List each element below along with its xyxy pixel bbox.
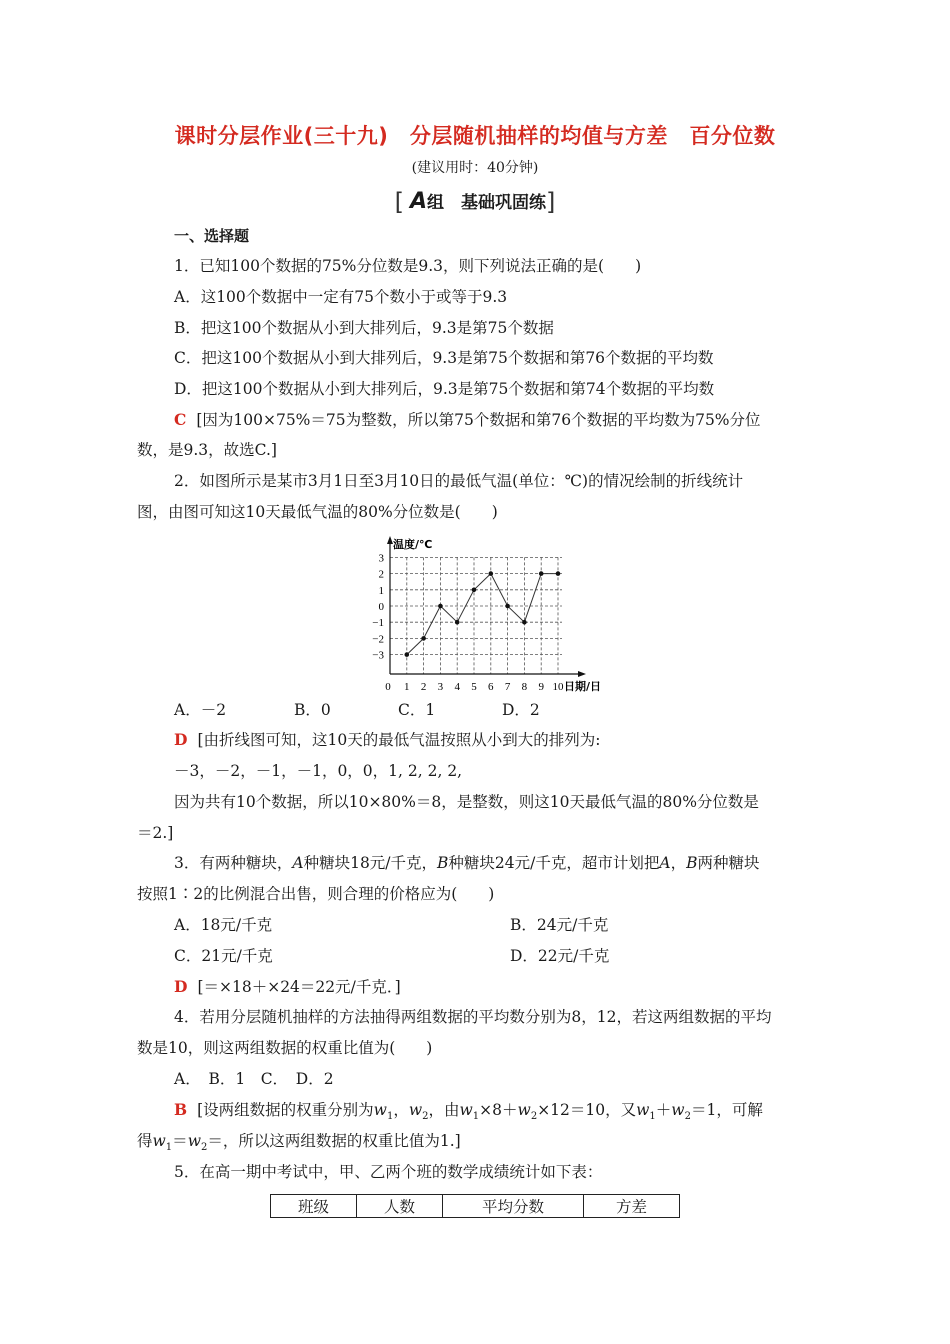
q1-option-b: B．把这100个数据从小到大排列后，9.3是第75个数据 xyxy=(174,319,554,337)
y-tick-label: 1 xyxy=(378,584,384,597)
q4-expl-line2 xyxy=(137,1131,817,1158)
table-header-cell: 人数 xyxy=(357,1195,443,1218)
q1-expl-line2: 数，是9.3，故选C.] xyxy=(137,441,277,459)
data-point xyxy=(539,571,544,576)
data-point xyxy=(505,604,510,609)
q5-stem: 5．在高一期中考试中，甲、乙两个班的数学成绩统计如下表： xyxy=(174,1163,603,1181)
group-heading xyxy=(0,188,950,216)
q4-w: w xyxy=(373,1101,387,1119)
q3-option-b: B．24元/千克 xyxy=(510,916,609,934)
q2-stem-line1: 2．如图所示是某市3月1日至3月10日的最低气温(单位：℃)的情况绘制的折线统计 xyxy=(174,472,744,490)
q3-stem-line1 xyxy=(174,853,854,873)
q3-expl: [＝×18＋×24＝22元/千克．] xyxy=(197,978,401,996)
data-point xyxy=(421,636,426,641)
y-tick-label: −3 xyxy=(372,649,384,662)
table-header-cell: 平均分数 xyxy=(443,1195,584,1218)
y-axis-label: 温度/℃ xyxy=(393,538,433,551)
x-tick-label: 8 xyxy=(521,681,528,693)
q3-text-a: 3．有两种糖块， xyxy=(174,854,293,872)
q3-var-b2: B xyxy=(686,854,698,872)
q4-expl-f: 得 xyxy=(137,1132,153,1150)
q4-w: w xyxy=(152,1132,166,1150)
q3-text-d: 两种糖块 xyxy=(697,854,760,872)
q4-answer: B xyxy=(174,1100,188,1119)
x-tick-label: 4 xyxy=(454,681,460,693)
section-heading: 一、选择题 xyxy=(174,227,250,245)
q4-comma: ， xyxy=(393,1101,409,1119)
q2-options xyxy=(174,700,854,720)
q2-option-b: B．0 xyxy=(294,701,331,719)
q4-w: w xyxy=(636,1101,650,1119)
temperature-line-chart xyxy=(366,536,616,694)
q4-sub2: 2 xyxy=(530,1111,538,1123)
data-point xyxy=(489,571,494,576)
q4-sub1: 1 xyxy=(386,1111,394,1123)
q4-expl-g: ＝，所以这两组数据的权重比值为1.] xyxy=(207,1132,461,1150)
q1-option-a: A．这100个数据中一定有75个数小于或等于9.3 xyxy=(174,288,508,306)
q4-sub2: 2 xyxy=(200,1142,208,1154)
q1-answer: C xyxy=(174,410,187,429)
data-point xyxy=(522,620,527,625)
table-header-cell: 班级 xyxy=(271,1195,357,1218)
q4-expl-e: ＝1，可解 xyxy=(690,1101,763,1119)
q4-sub1: 1 xyxy=(649,1111,656,1123)
right-bracket-icon: ] xyxy=(546,188,556,216)
x-axis-arrow-icon xyxy=(578,671,586,677)
q3-option-d: D．22元/千克 xyxy=(510,947,610,965)
q3-var-a: A xyxy=(292,854,304,872)
q4-w: w xyxy=(671,1101,685,1119)
q4-stem-line1: 4．若用分层随机抽样的方法抽得两组数据的平均数分别为8，12，若这两组数据的平均 xyxy=(174,1008,772,1026)
x-tick-label: 1 xyxy=(404,681,410,693)
q4-sub1: 1 xyxy=(165,1142,173,1154)
q3-options-row1 xyxy=(174,915,854,935)
q1-stem: 1．已知100个数据的75%分位数是9.3，则下列说法正确的是( ) xyxy=(174,257,642,275)
x-tick-label: 3 xyxy=(437,681,444,693)
suggested-time: (建议用时：40分钟) xyxy=(411,160,539,176)
data-point xyxy=(556,571,561,576)
q4-w: w xyxy=(408,1101,423,1119)
y-tick-label: −2 xyxy=(372,633,384,646)
q2-option-c: C．1 xyxy=(398,701,436,719)
group-letter: A xyxy=(409,189,428,214)
x-tick-label: 10 xyxy=(552,681,564,693)
q4-stem-line2: 数是10，则这两组数据的权重比值为( ) xyxy=(137,1039,433,1057)
q4-w: w xyxy=(187,1132,201,1150)
q3-explanation xyxy=(174,977,854,997)
table-header-row xyxy=(271,1195,680,1218)
data-point xyxy=(405,652,410,657)
y-tick-label: 2 xyxy=(378,568,384,581)
q4-eq: ＝ xyxy=(172,1132,188,1150)
q2-answer: D xyxy=(174,730,188,749)
q4-expl-a: [设两组数据的权重分别为 xyxy=(197,1101,374,1119)
data-point xyxy=(455,620,460,625)
q3-answer: D xyxy=(174,977,188,996)
q2-expl-line2: －3，－2，－1，－1，0，0，1, 2, 2, 2, xyxy=(174,762,463,780)
page-title: 课时分层作业(三十九) 分层随机抽样的均值与方差 百分位数 xyxy=(174,124,776,148)
score-table xyxy=(270,1194,680,1218)
q4-expl-b: ，由 xyxy=(428,1101,460,1119)
q3-text-b: 种糖块18元/千克， xyxy=(303,854,438,872)
q3-option-c: C．21元/千克 xyxy=(174,947,273,965)
data-point xyxy=(472,588,477,593)
q4-w: w xyxy=(459,1101,473,1119)
q2-option-a: A．－2 xyxy=(174,701,227,719)
q3-option-a: A．18元/千克 xyxy=(174,916,273,934)
q3-options-row2 xyxy=(174,946,854,966)
temperature-series-line xyxy=(407,574,558,655)
x-tick-label: 6 xyxy=(488,681,494,693)
x-axis-label: 日期/日 xyxy=(564,680,602,693)
q1-option-c: C．把这100个数据从小到大排列后，9.3是第75个数据和第76个数据的平均数 xyxy=(174,349,714,367)
x-tick-label: 0 xyxy=(385,681,391,693)
x-tick-label: 5 xyxy=(471,681,477,693)
x-tick-label: 9 xyxy=(538,681,544,693)
q2-explanation xyxy=(174,730,854,750)
q2-expl-line4: ＝2.] xyxy=(137,824,174,842)
y-tick-label: 3 xyxy=(378,552,384,565)
q2-expl-line1: [由折线图可知，这10天的最低气温按照从小到大的排列为: xyxy=(197,731,601,749)
q4-plus: ＋ xyxy=(655,1101,672,1119)
q4-w: w xyxy=(517,1101,531,1119)
q3-var-b: B xyxy=(437,854,449,872)
q4-expl-c: ×8＋ xyxy=(479,1101,518,1119)
q4-sub2: 2 xyxy=(684,1111,691,1123)
x-tick-label: 2 xyxy=(420,681,427,693)
group-label: 组 基础巩固练 xyxy=(427,193,547,213)
q3-stem-line2: 按照1∶2的比例混合出售，则合理的价格应为( ) xyxy=(137,885,495,903)
q4-explanation xyxy=(174,1100,854,1127)
q2-option-d: D．2 xyxy=(502,701,540,719)
q4-sub2: 2 xyxy=(422,1111,429,1123)
q3-text-c: 种糖块24元/千克，超市计划把 xyxy=(448,854,660,872)
q4-options: A． B．1 C． D．2 xyxy=(174,1070,334,1088)
q1-option-d: D．把这100个数据从小到大排列后，9.3是第75个数据和第74个数据的平均数 xyxy=(174,380,715,398)
left-bracket-icon: [ xyxy=(394,188,404,216)
y-tick-label: −1 xyxy=(372,617,384,630)
table-header-cell: 方差 xyxy=(584,1195,680,1218)
q3-var-a2: A xyxy=(659,854,671,872)
q1-expl-line1: [因为100×75%＝75为整数，所以第75个数据和第76个数据的平均数为75%分位 xyxy=(196,411,761,429)
q4-sub1: 1 xyxy=(472,1111,480,1123)
q2-expl-line3: 因为共有10个数据，所以10×80%＝8，是整数，则这10天最低气温的80%分位数是 xyxy=(174,793,759,811)
q4-expl-d: ×12＝10，又 xyxy=(537,1101,637,1119)
q3-sep: ， xyxy=(670,854,687,872)
data-point xyxy=(438,604,443,609)
q2-stem-line2: 图，由图可知这10天最低气温的80%分位数是( ) xyxy=(137,503,498,521)
x-tick-label: 7 xyxy=(504,681,511,693)
y-tick-label: 0 xyxy=(378,601,384,613)
q1-explanation xyxy=(174,410,854,430)
